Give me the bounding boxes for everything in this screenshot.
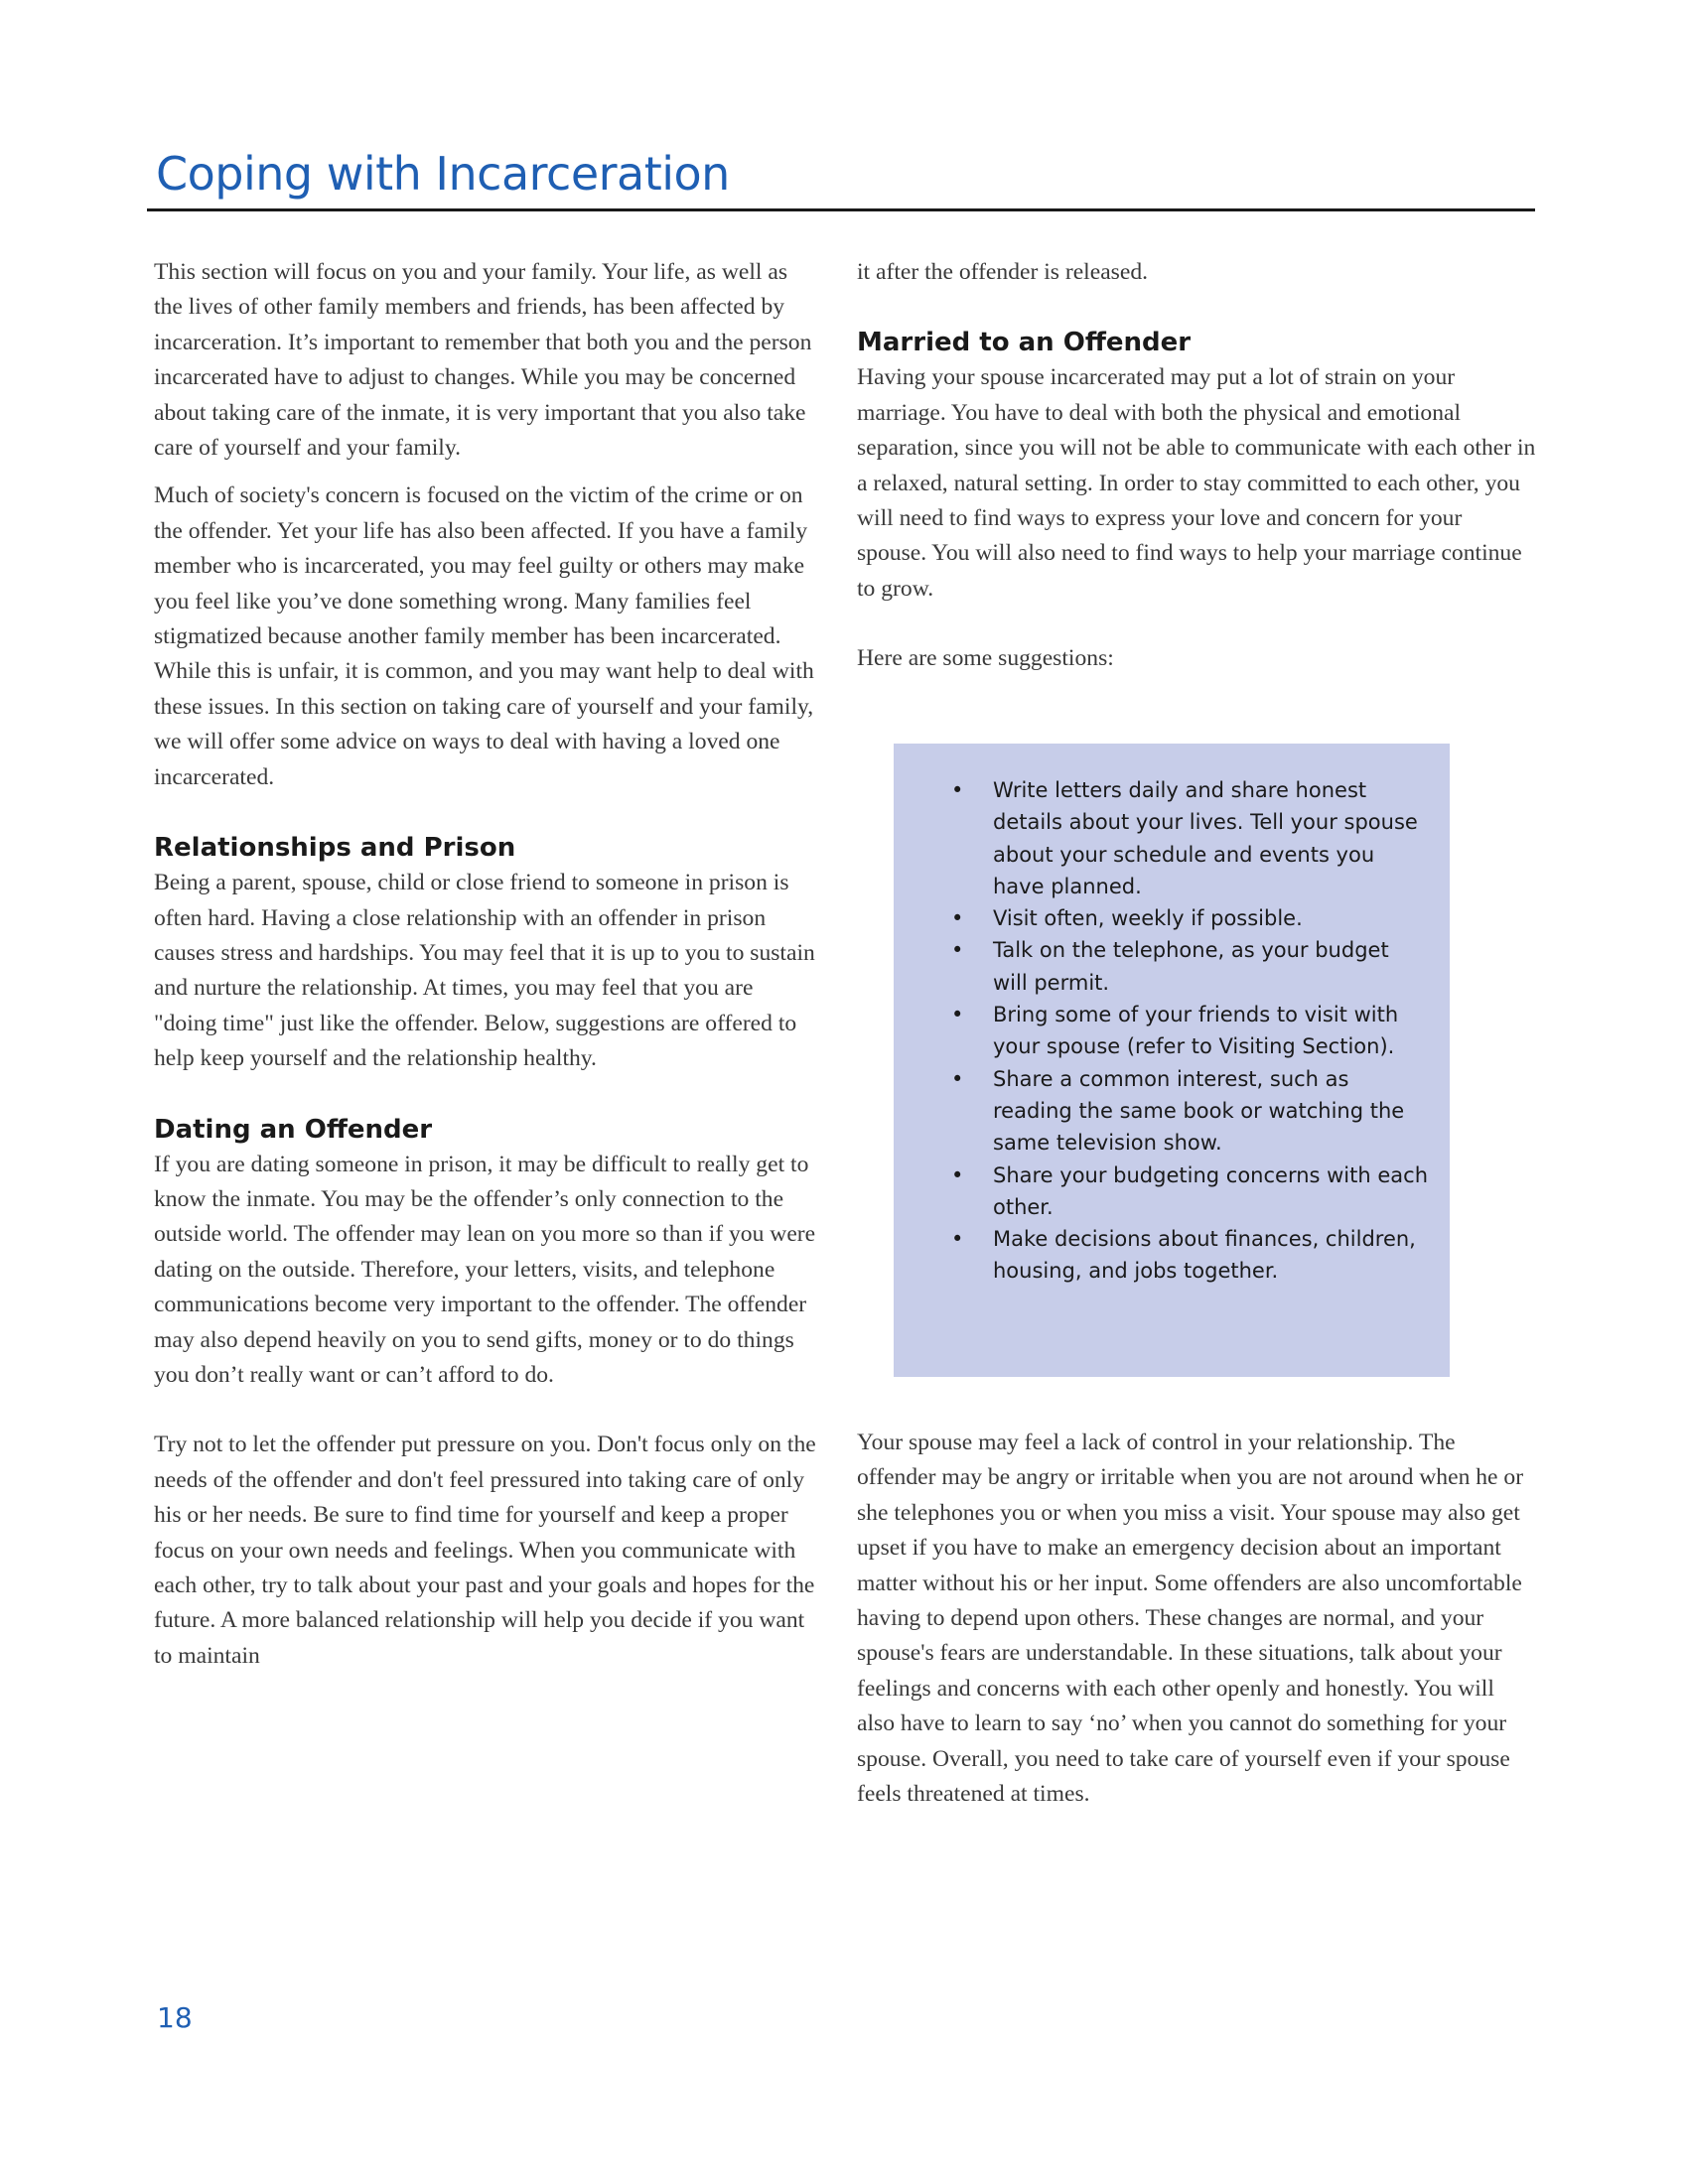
intro-paragraph-2: Much of society's concern is focused on the victim of the crime or on the offender. Yet your life has also been affected. If you have a family member who is incarcerated, you may feel guilty or others may make you feel like you’ve done something wrong. Many families feel stigmatized because another family member has been incarcerated. While this is unfair, it is common, and you may want help to deal with these issues. In this section on taking care of yourself and your family, we will offer some advice on ways to deal with having a loved one incarcerated. [154, 482, 814, 790]
suggestions-intro: Here are some suggestions: [857, 645, 1114, 672]
right-column [857, 255, 1537, 677]
list-item [951, 1223, 1430, 1288]
relationships-paragraph: Being a parent, spouse, child or close friend to someone in prison is often hard. Having a close relationship with an offender in prison causes stress and hardships. You may feel that it is up to you to sustain and nurture the relationship. At times, you may feel that you are "doing time" just like the offender. Below, suggestions are offered to help keep yourself and the relationship healthy. [154, 870, 815, 1072]
bullet-icon: • [951, 906, 964, 931]
bullet-icon: • [951, 778, 964, 802]
bullet-icon: • [951, 1162, 964, 1187]
list-item [951, 902, 1430, 934]
suggestion-text: Bring some of your friends to visit with your spouse (refer to Visiting Section). [993, 1003, 1399, 1059]
left-column [154, 255, 819, 1674]
married-heading: Married to an Offender [857, 328, 1192, 358]
suggestion-text: Write letters daily and share honest details about your lives. Tell your spouse about your schedule and events you have planned. [993, 778, 1418, 898]
intro-paragraph-1: This section will focus on you and your family. Your life, as well as the lives of other family members and friends, has been affected by incarceration. It’s important to remember that both you and the person incarcerated have to adjust to changes. While you may be concerned about taking care of the inmate, it is very important that you also take care of yourself and your family. [154, 259, 812, 462]
suggestion-text: Share your budgeting concerns with each other. [993, 1162, 1429, 1219]
dating-paragraph-1: If you are dating someone in prison, it may be difficult to really get to know the inmate. You may be the offender’s only connection to the outside world. The offender may lean on you more so than if you were dating on the outside. Therefore, your letters, visits, and telephone communications become very important to the offender. The offender may also depend heavily on you to send gifts, money or to do things you don’t really want or can’t afford to do. [154, 1151, 816, 1388]
list-item [951, 999, 1430, 1063]
bullet-icon: • [951, 938, 964, 963]
suggestions-box [894, 744, 1450, 1377]
bullet-icon: • [951, 1066, 964, 1091]
relationships-heading: Relationships and Prison [154, 833, 516, 864]
suggestion-text: Share a common interest, such as reading the same book or watching the same television show. [993, 1066, 1405, 1156]
closing-paragraph: Your spouse may feel a lack of control in your relationship. The offender may be angry or irritable when you are not around when he or she telephones you or when you miss a visit. Your spouse may also get upset if you have to make an emergency decision about an important matter without his or her input. Some offenders are also uncomfortable having to depend upon others. These changes are normal, and your spouse's fears are understandable. In these situations, talk about your feelings and concerns with each other openly and honestly. You will also have to learn to say ‘no’ when you cannot do something for your spouse. Overall, you need to take care of yourself even if your spouse feels threatened at times. [857, 1430, 1524, 1808]
page-title: Coping with Incarceration [156, 147, 730, 201]
page-number: 18 [157, 2001, 193, 2034]
bullet-icon: • [951, 1227, 964, 1252]
right-column-lower [857, 1426, 1537, 1812]
list-item [951, 1160, 1430, 1224]
dating-heading: Dating an Offender [154, 1114, 433, 1145]
list-item [951, 774, 1430, 902]
list-item [951, 1063, 1430, 1160]
married-paragraph: Having your spouse incarcerated may put a lot of strain on your marriage. You have to deal with both the physical and emotional separation, since you will not be able to communicate with each other in a relaxed, natural setting. In order to stay committed to each other, you will need to find ways to express your love and concern for your spouse. You will also need to find ways to help your marriage continue to grow. [857, 364, 1536, 602]
suggestions-list [951, 774, 1430, 1288]
suggestion-text: Talk on the telephone, as your budget will permit. [993, 938, 1389, 995]
list-item [951, 934, 1430, 999]
dating-paragraph-2: Try not to let the offender put pressure on you. Don't focus only on the needs of the offender and don't feel pressured into taking care of only his or her needs. Be sure to find time for yourself and keep a proper focus on your own needs and feelings. When you communicate with each other, try to talk about your past and your goals and hopes for the future. A more balanced relationship will help you decide if you want to maintain [154, 1432, 816, 1669]
continuation-paragraph: it after the offender is released. [857, 259, 1149, 285]
suggestion-text: Visit often, weekly if possible. [993, 906, 1303, 931]
suggestion-text: Make decisions about finances, children, housing, and jobs together. [993, 1227, 1416, 1284]
title-divider [147, 208, 1535, 211]
bullet-icon: • [951, 1003, 964, 1027]
